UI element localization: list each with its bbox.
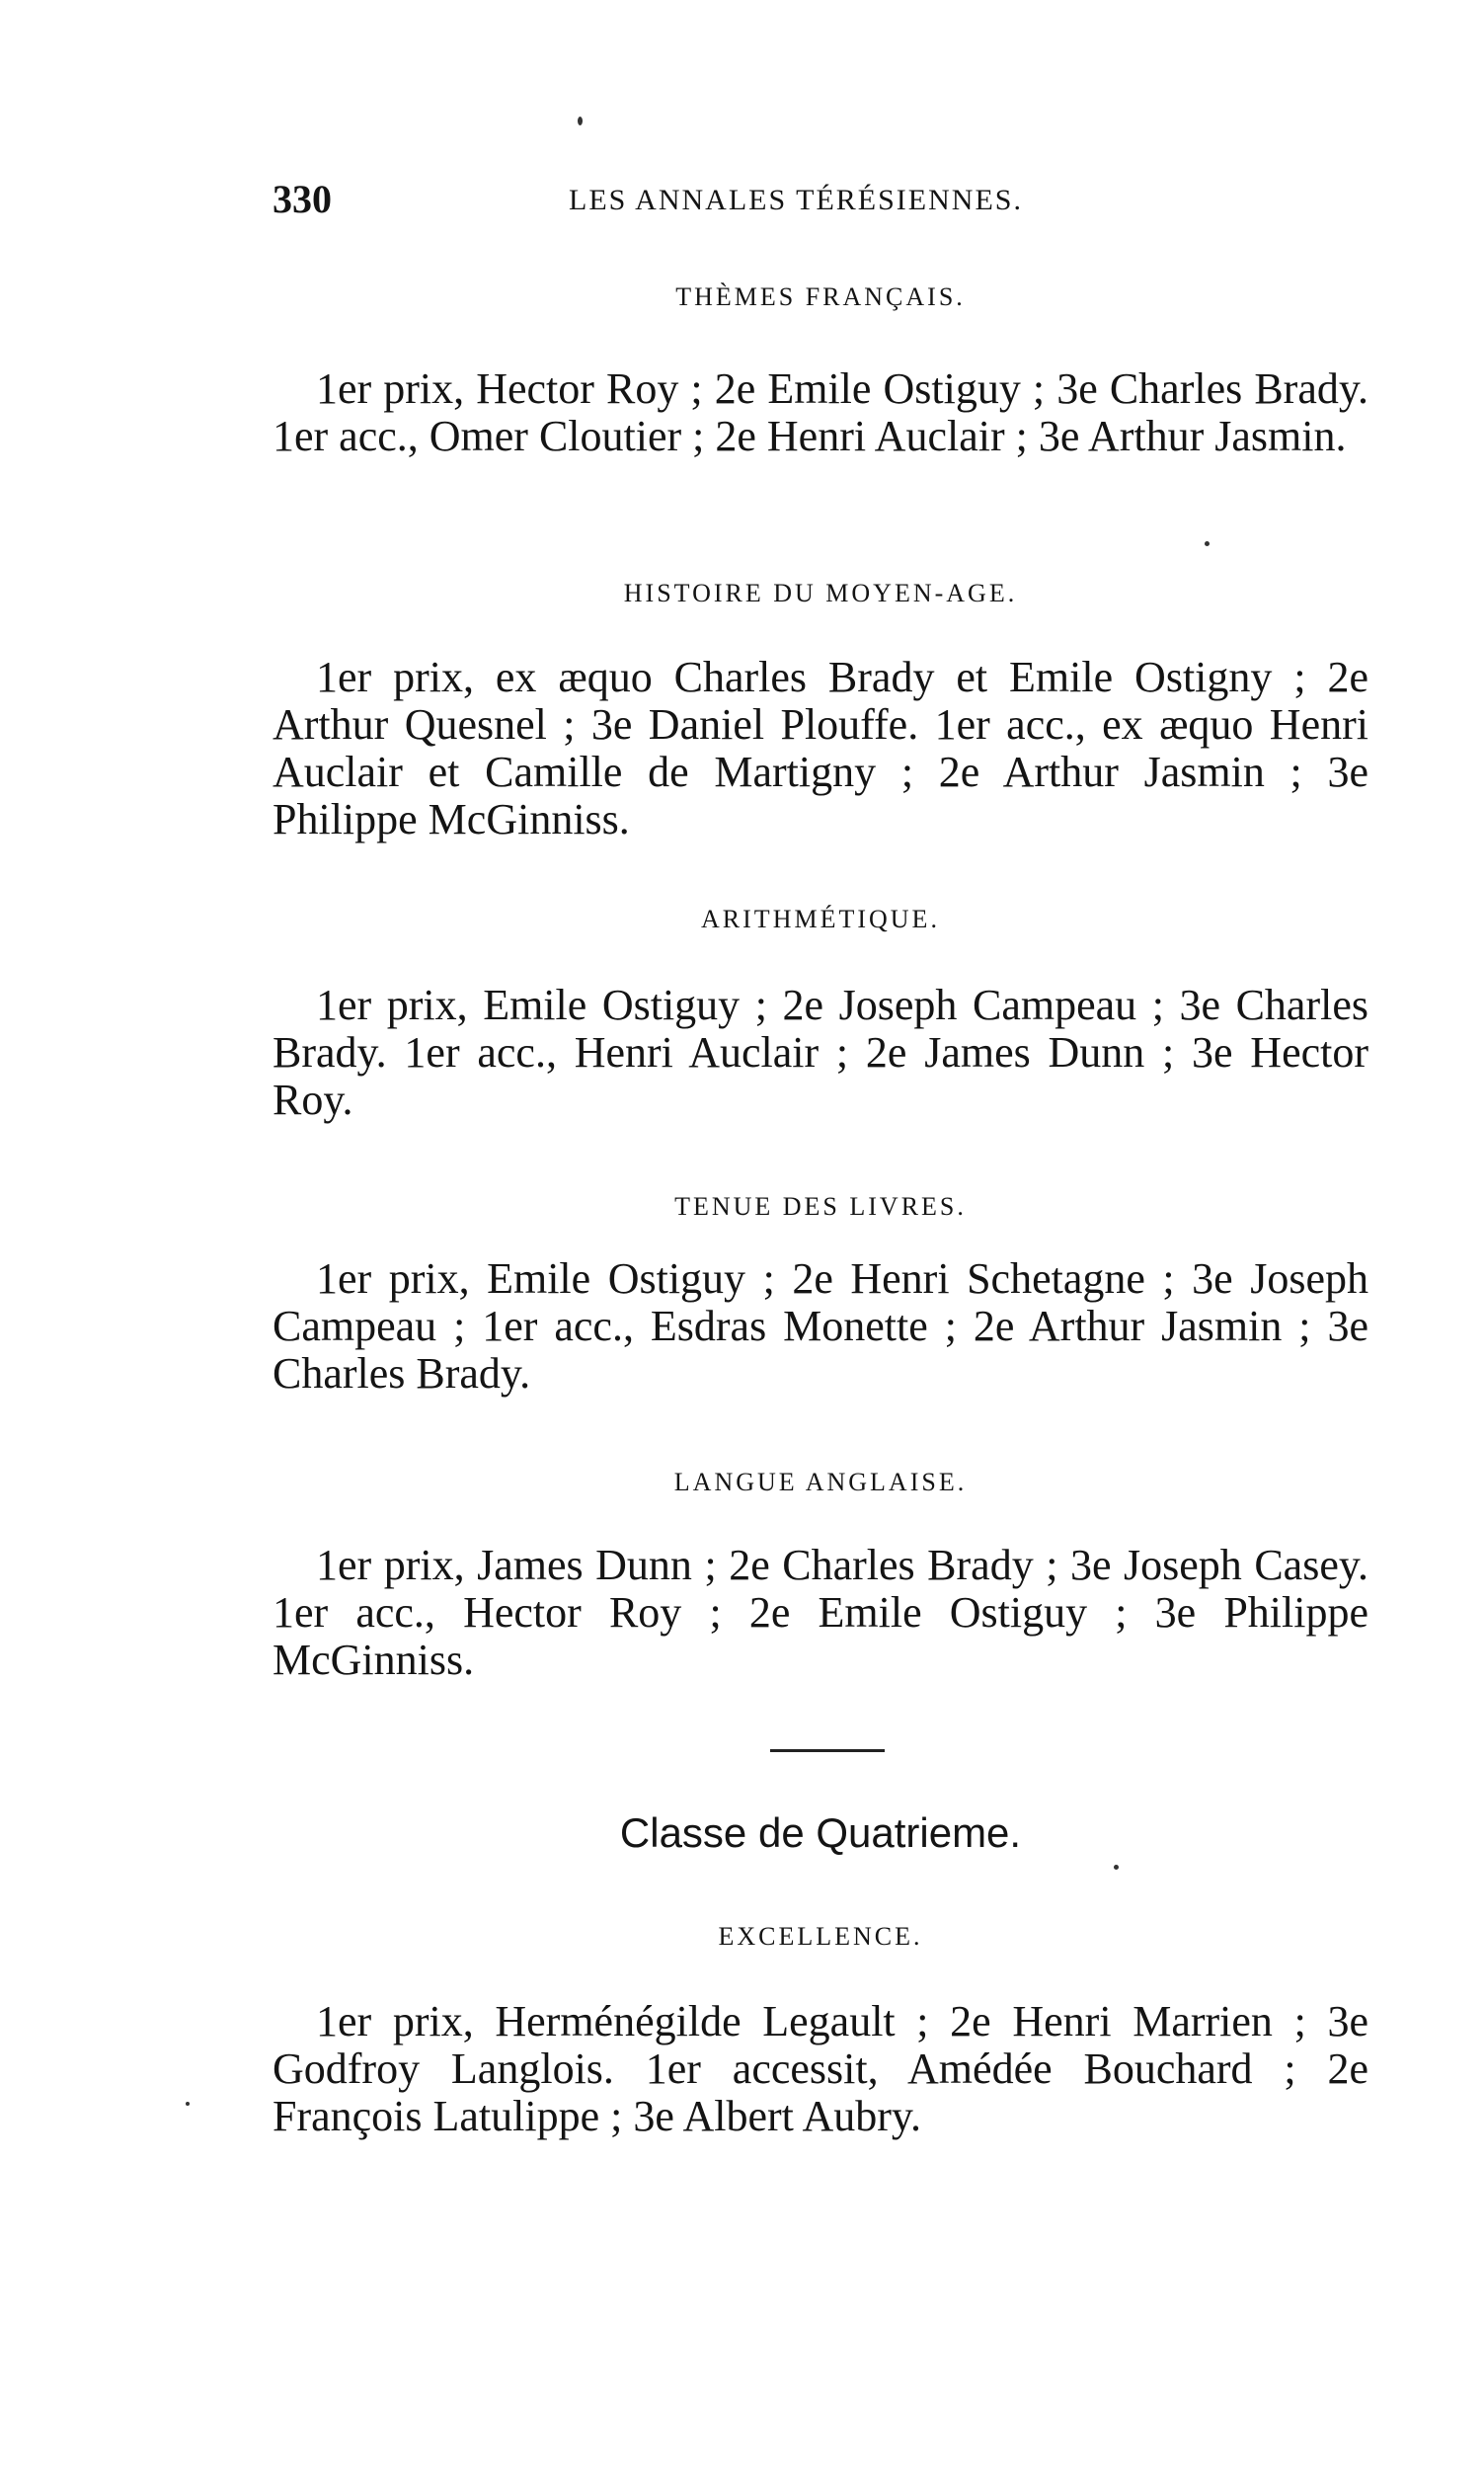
scan-speck: [578, 117, 583, 125]
scan-speck: [1114, 1865, 1119, 1870]
section-heading-langue-anglaise: LANGUE ANGLAISE.: [673, 1468, 968, 1496]
section-heading-histoire: HISTOIRE DU MOYEN-AGE.: [623, 579, 1018, 607]
section-heading-themes-francais: THÈMES FRANÇAIS.: [675, 282, 966, 311]
section-heading-arithmetique: ARITHMÉTIQUE.: [701, 905, 940, 933]
running-head: [273, 176, 1092, 225]
section-text-langue-anglaise: 1er prix, James Dunn ; 2e Charles Brady ; 3e Joseph Casey. 1er acc., Hector Roy ; 2e Emile Ostiguy ; 3e Philippe McGinniss.: [273, 1541, 1368, 1684]
section-text-arithmetique: 1er prix, Emile Ostiguy ; 2e Joseph Campeau ; 3e Charles Brady. 1er acc., Henri Auclair ; 2e James Dunn ; 3e Hector Roy.: [273, 981, 1368, 1124]
section-heading-excellence: EXCELLENCE.: [718, 1922, 923, 1951]
section-divider: [770, 1749, 885, 1752]
scan-speck: [186, 2102, 190, 2106]
section-text-tenue-des-livres: 1er prix, Emile Ostiguy ; 2e Henri Schetagne ; 3e Joseph Campeau ; 1er acc., Esdras Monette ; 2e Arthur Jasmin ; 3e Charles Brady.: [273, 1254, 1368, 1398]
class-heading: Classe de Quatrieme.: [619, 1809, 1022, 1856]
page-number: 330: [273, 177, 332, 221]
section-text-histoire: 1er prix, ex æquo Charles Brady et Emile Ostigny ; 2e Arthur Quesnel ; 3e Daniel Plouffe. 1er acc., ex æquo Henri Auclair et Camille de Martigny ; 2e Arthur Jasmin ; 3e Philippe McGinniss.: [273, 653, 1368, 843]
section-heading-tenue-des-livres: TENUE DES LIVRES.: [674, 1192, 967, 1221]
section-text-excellence: 1er prix, Herménégilde Legault ; 2e Henri Marrien ; 3e Godfroy Langlois. 1er accessit, Amédée Bouchard ; 2e François Latulippe ; 3e Albert Aubry.: [273, 1997, 1368, 2140]
scan-speck: [1205, 541, 1210, 546]
section-text-themes-francais: 1er prix, Hector Roy ; 2e Emile Ostiguy ; 3e Charles Brady. 1er acc., Omer Cloutier ; 2e Henri Auclair ; 3e Arthur Jasmin.: [273, 364, 1368, 460]
running-title: LES ANNALES TÉRÉSIENNES.: [569, 184, 1023, 216]
